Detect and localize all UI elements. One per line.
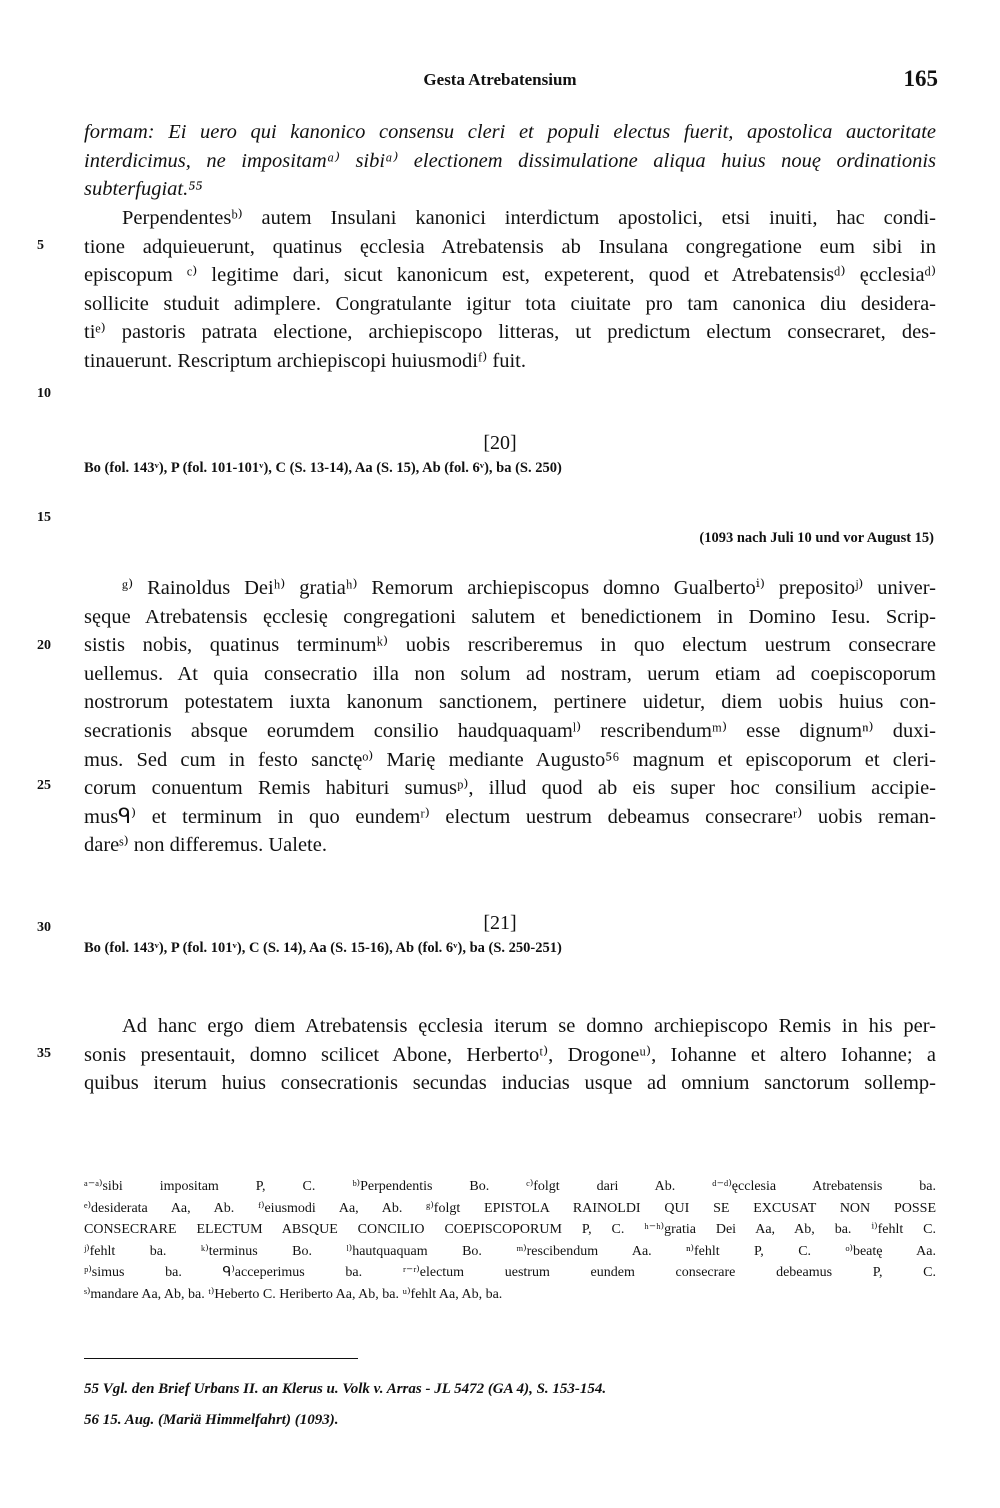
apparatus-line: ˢ⁾mandare Aa, Ab, ba. ᵗ⁾Heberto C. Heriberto Aa, Ab, ba. ᵘ⁾fehlt Aa, Ab, ba.: [84, 1286, 503, 1302]
critical-apparatus: [84, 1176, 936, 1306]
text-line: Perpendentesᵇ⁾ autem Insulani kanonici interdictum apostolici, etsi inuiti, hac condi-: [122, 207, 936, 229]
text-line: formam: Ei uero qui kanonico consensu cleri et populi electus fuerit, apostolica auctoritate: [84, 121, 936, 143]
narrative-text: [84, 1012, 936, 1098]
letter-text: [84, 574, 936, 860]
text-line: secrationis absque eorumdem consilio haudquaquamˡ⁾ rescribendumᵐ⁾ esse dignumⁿ⁾ duxi-: [84, 719, 936, 742]
apparatus-line: CONSECRARE ELECTUM ABSQUE CONCILIO COEPISCOPORUM P, C. ʰ⁻ʰ⁾gratia Dei Aa, Ab, ba. ⁱ⁾fehlt C.: [84, 1222, 936, 1238]
apparatus-line: ᵉ⁾desiderata Aa, Ab. ᶠ⁾eiusmodi Aa, Ab. ᵍ⁾folgt EPISTOLA RAINOLDI QUI SE EXCUSAT NON POSSE: [84, 1200, 936, 1216]
paragraph-citation: [84, 118, 936, 204]
footnote: 55 Vgl. den Brief Urbans II. an Klerus u. Volk v. Arras - JL 5472 (GA 4), S. 153-154.: [84, 1381, 607, 1397]
manuscript-sigla: Bo (fol. 143ᵛ), P (fol. 101-101ᵛ), C (S. 13-14), Aa (S. 15), Ab (fol. 6ᵛ), ba (S. 250): [84, 460, 562, 476]
footnote: 56 15. Aug. (Mariä Himmelfahrt) (1093).: [84, 1412, 339, 1428]
footnotes: [84, 1374, 606, 1436]
running-title: Gesta Atrebatensium: [423, 70, 577, 89]
text-line: nostrorum potestatem iuxta kanonum sanctionem, pertinere uidetur, diem uobis huius con-: [84, 691, 936, 714]
line-number: 20: [37, 638, 51, 653]
section-number: [21]: [483, 912, 517, 934]
line-number: 5: [37, 238, 44, 253]
text-line: sonis presentauit, domno scilicet Abone, Herbertoᵗ⁾, Drogoneᵘ⁾, Iohanne et altero Iohanne; a: [84, 1043, 936, 1066]
text-line: quibus iterum huius consecrationis secundas inducias usque ad omnium sanctorum sollemp-: [84, 1072, 936, 1095]
text-line: musᑫ⁾ et terminum in quo eundemʳ⁾ electum uestrum debeamus consecrareʳ⁾ uobis reman-: [84, 805, 936, 828]
text-line: uellemus. At quia consecratio illa non solum ad nostram, uerum etiam ad coepiscoporum: [84, 662, 936, 685]
apparatus-line: ʲ⁾fehlt ba. ᵏ⁾terminus Bo. ˡ⁾hautquaquam Bo. ᵐ⁾rescibendum Aa. ⁿ⁾fehlt P, C. ᵒ⁾beatę Aa.: [84, 1243, 936, 1259]
text-line: sistis nobis, quatinus terminumᵏ⁾ uobis rescriberemus in quo electum uestrum consecrare: [84, 634, 936, 657]
text-line: corum conuentum Remis habituri sumusᵖ⁾, illud quod ab eis super hoc consilium accipie-: [84, 777, 936, 800]
text-line: Ad hanc ergo diem Atrebatensis ęcclesia iterum se domno archiepiscopo Remis in his per-: [122, 1015, 936, 1037]
line-number: 10: [37, 386, 51, 401]
line-number: 35: [37, 1046, 51, 1061]
running-header: [0, 66, 1000, 96]
text-line: episcopum ᶜ⁾ legitime dari, sicut kanonicum est, expeterent, quod et Atrebatensisᵈ⁾ ęcclesiaᵈ⁾: [84, 264, 936, 287]
document-date: (1093 nach Juli 10 und vor August 15): [699, 530, 934, 546]
section-number: [20]: [483, 432, 517, 454]
text-line: dareˢ⁾ non differemus. Ualete.: [84, 834, 327, 857]
paragraph-narrative: [84, 204, 936, 376]
line-number: 25: [37, 778, 51, 793]
footnote-separator: [84, 1358, 358, 1359]
text-line: tiᵉ⁾ pastoris patrata electione, archiepiscopo litteras, ut predictum electum consecraret, des-: [84, 321, 936, 344]
text-line: ᵍ⁾ Rainoldus Deiʰ⁾ gratiaʰ⁾ Remorum archiepiscopus domno Gualbertoⁱ⁾ prepositoʲ⁾ univer-: [122, 577, 936, 599]
text-line: tinauerunt. Rescriptum archiepiscopi huiusmodiᶠ⁾ fuit.: [84, 349, 527, 372]
text-line: subterfugiat.⁵⁵: [84, 178, 203, 201]
text-line: sollicite studuit adimplere. Congratulante igitur tota ciuitate pro tam canonica diu desidera-: [84, 292, 936, 315]
text-line: interdicimus, ne impositamᵃ⁾ sibiᵃ⁾ electionem dissimulatione aliqua huius nouę ordinationis: [84, 149, 936, 172]
page-number: 165: [903, 66, 938, 91]
apparatus-line: ᵖ⁾simus ba. ᑫ⁾acceperimus ba. ʳ⁻ʳ⁾electum uestrum eundem consecrare debeamus P, C.: [84, 1265, 936, 1281]
text-line: tione adquieuerunt, quatinus ęcclesia Atrebatensis ab Insulana congregatione eum sibi in: [84, 235, 936, 258]
line-number: 30: [37, 920, 51, 935]
text-line: sęque Atrebatensis ęcclesię congregationi salutem et benedictionem in Domino Iesu. Scrip-: [84, 605, 936, 628]
line-number: 15: [37, 510, 51, 525]
apparatus-line: ᵃ⁻ᵃ⁾sibi impositam P, C. ᵇ⁾Perpendentis Bo. ᶜ⁾folgt dari Ab. ᵈ⁻ᵈ⁾ęcclesia Atrebatensis ba.: [84, 1179, 936, 1194]
manuscript-sigla: Bo (fol. 143ᵛ), P (fol. 101ᵛ), C (S. 14), Aa (S. 15-16), Ab (fol. 6ᵛ), ba (S. 250-251): [84, 940, 562, 956]
text-line: mus. Sed cum in festo sanctęᵒ⁾ Marię mediante Augusto⁵⁶ magnum et episcoporum et cleri-: [84, 748, 936, 771]
